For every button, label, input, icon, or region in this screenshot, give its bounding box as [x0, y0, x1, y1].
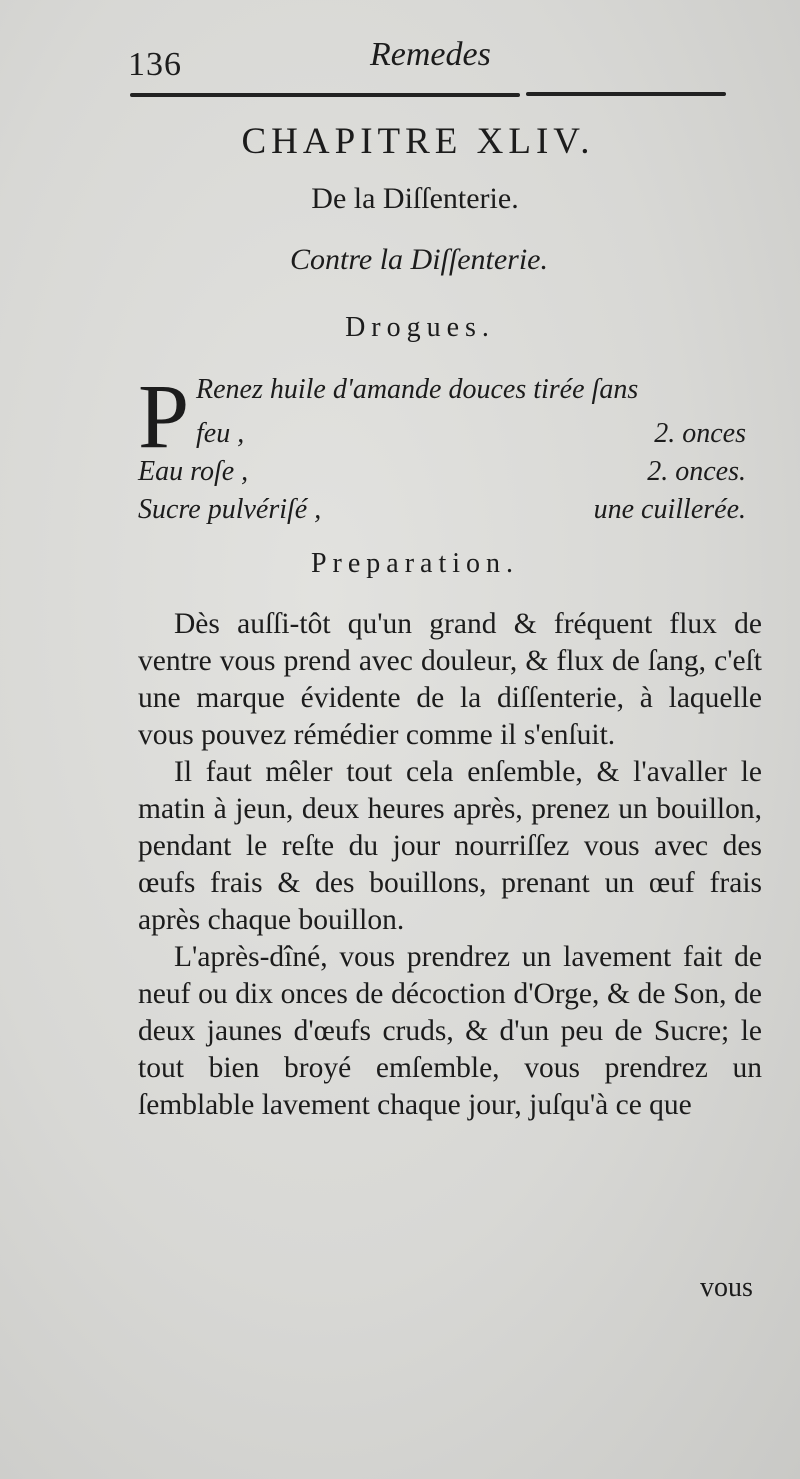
ingredient-quantity: 2. onces.	[647, 456, 746, 487]
page-number: 136	[128, 46, 182, 83]
paragraph: L'après-dîné, vous prendrez un lavement fait de neuf ou dix onces de décoction d'Orge, & de Son, de deux jaunes d'œufs cruds, & d'un peu de Sucre; le tout bien broyé emſemble, vous prendrez un ſemblable lavement chaque jour, juſqu'à ce que	[138, 941, 762, 1121]
header-rule-right	[526, 92, 726, 96]
catchword: vous	[700, 1272, 753, 1303]
ingredient-quantity: une cuillerée.	[593, 494, 746, 525]
page-header	[128, 28, 728, 88]
recipe-title: Contre la Diſſenterie.	[289, 243, 549, 276]
chapter-subtitle: De la Diſſenterie.	[311, 182, 519, 215]
running-title: Remedes	[370, 36, 491, 73]
ingredient-name: feu ,	[196, 418, 245, 449]
header-rule	[130, 92, 727, 97]
drop-cap: P	[138, 365, 190, 467]
ingredient-name: Sucre pulvériſé ,	[138, 494, 322, 525]
ingredient-quantity: 2. onces	[654, 418, 746, 449]
body-text	[138, 606, 762, 1124]
ingredient-line: Renez huile d'amande douces tirée ſans	[196, 374, 639, 405]
header-rule-left	[130, 93, 520, 97]
chapter-title: CHAPITRE XLIV.	[241, 121, 595, 162]
ingredient-name: Eau roſe ,	[138, 456, 249, 487]
preparation-heading: Preparation.	[310, 548, 520, 579]
paragraph: Dès auſſi-tôt qu'un grand & fréquent flux de ventre vous prend avec douleur, & flux de ſang, c'eſt une marque évidente de la diſſenterie, à laquelle vous pouvez rémédier comme il s'enſuit.	[138, 608, 762, 751]
paragraph: Il faut mêler tout cela enſemble, & l'avaller le matin à jeun, deux heures après, prenez un bouillon, pendant le reſte du jour nourriſſez vous avec des œufs frais & des bouillons, prenant un œuf frais après chaque bouillon.	[138, 756, 762, 936]
drugs-heading: Drogues.	[345, 312, 495, 343]
